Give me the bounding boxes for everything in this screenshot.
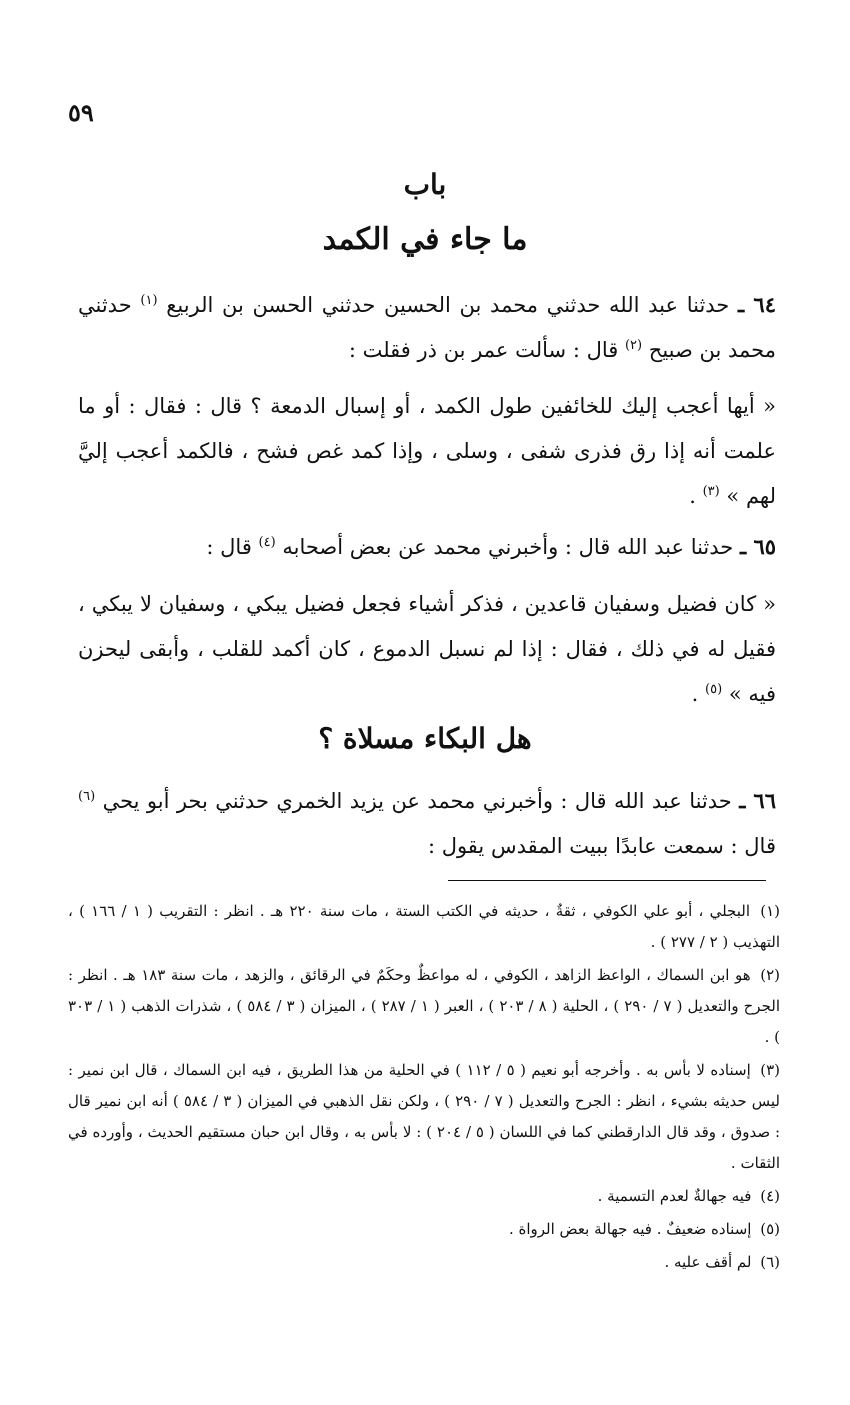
footnote-text: إسناده لا بأس به . وأخرجه أبو نعيم ( ٥ / ١١٢ ) في الحلية من هذا الطريق ، فيه ابن السماك ، قال ابن نمير : ليس حديثه بشيء ، انظر : الجرح والتعديل ( ٧ / ٢٩٠ ) ، ولكن نقل الذهبي في الميزان ( ٣ / ٥٨٤ ) أنه ابن نمير قال : صدوق ، وقد قال الدارقطني كما في اللسان ( ٥ / ٢٠٤ ) : لا بأس به ، وقال ابن حبان مستقيم الحديث ، وأورده في الثقات . — [68, 1061, 781, 1172]
footnote-number: (٣) — [760, 1061, 780, 1079]
footnote — [68, 1181, 780, 1212]
footnote-text: البجلي ، أبو علي الكوفي ، ثقةٌ ، حديثه في الكتب الستة ، مات سنة ٢٢٠ هـ . انظر : التقريب ( ١ / ١٦٦ ) ، التهذيب ( ٢ / ٢٧٧ ) . — [68, 902, 780, 951]
hadith-number: ٦٦ ـ — [739, 788, 776, 813]
sentence-end: . — [689, 484, 696, 508]
footnote-marker[interactable]: (١) — [140, 293, 158, 308]
footnote-number: (٢) — [760, 966, 780, 984]
section-heading: هل البكاء مسلاة ؟ — [318, 722, 532, 755]
footnote-number: (٦) — [760, 1253, 780, 1271]
chapter-title: ما جاء في الكمد — [322, 222, 528, 257]
footnote — [68, 896, 780, 958]
isnad-text: حدثنا عبد الله قال : وأخبرني محمد عن بعض أصحابه — [282, 535, 734, 559]
hadith-65-isnad — [78, 524, 776, 570]
footnote-text: هو ابن السماك ، الواعظ الزاهد ، الكوفي ، له مواعظٌ وحكَمٌ في الرقائق ، والزهد ، مات سنة ١٨٣ هـ . انظر : الجرح والتعديل ( ٧ / ٢٩٠ ) ، الحلية ( ٨ / ٢٠٣ ) ، العبر ( ١ / ٢٨٧ ) ، الميزان ( ٣ / ٥٨٤ ) ، شذرات الذهب ( ١ / ٣٠٣ ) . — [68, 966, 780, 1046]
matn-text: « أيها أعجب إليك للخائفين طول الكمد ، أو إسبال الدمعة ؟ قال : فقال : أو ما علمت أنه إذا رق فذرى شفى ، وسلى ، وإذا كمد غص فشح ، فالكمد أعجب إليَّ لهم » — [78, 394, 776, 508]
hadith-64-isnad — [78, 282, 776, 373]
footnote-text: إسناده ضعيفٌ . فيه جهالة بعض الرواة . — [508, 1220, 752, 1238]
footnote-marker[interactable]: (٤) — [258, 535, 276, 550]
page-number: ٥٩ — [68, 98, 94, 127]
footnote-divider — [448, 880, 766, 881]
footnote-marker[interactable]: (٦) — [78, 789, 96, 804]
isnad-text: قال : سألت عمر بن ذر فقلت : — [348, 338, 619, 362]
matn-text: « كان فضيل وسفيان قاعدين ، فذكر أشياء فجعل فضيل يبكي ، وسفيان لا يبكي ، فقيل له في ذلك ، فقال : إذا لم نسبل الدموع ، كان أكمد للقلب ، وأبقى ليحزن فيه » — [78, 592, 776, 706]
hadith-66-isnad — [78, 778, 776, 869]
isnad-text: حدثنا عبد الله قال : وأخبرني محمد عن يزيد الخمري حدثني بحر أبو يحي — [102, 789, 732, 813]
footnote-number: (٤) — [760, 1187, 780, 1205]
isnad-text: حدثنا عبد الله حدثني محمد بن الحسين حدثني الحسن بن الربيع — [166, 293, 730, 317]
sentence-end: . — [691, 682, 699, 706]
isnad-text: قال : سمعت عابدًا ببيت المقدس يقول : — [427, 834, 776, 858]
hadith-64-matn — [78, 384, 776, 519]
footnote-marker[interactable]: (٣) — [702, 484, 720, 499]
footnote-number: (١) — [760, 902, 780, 920]
isnad-text: حدثني محمد بن صبيح — [78, 293, 776, 362]
footnote — [68, 1055, 780, 1179]
hadith-number: ٦٥ ـ — [739, 534, 776, 559]
hadith-65-matn — [78, 582, 776, 717]
footnote-text: فيه جهالةٌ لعدم التسمية . — [597, 1187, 752, 1205]
footnote — [68, 1214, 780, 1245]
footnote-marker[interactable]: (٥) — [705, 682, 723, 697]
hadith-number: ٦٤ ـ — [737, 292, 776, 317]
footnote-marker[interactable]: (٢) — [624, 338, 643, 353]
chapter-label: باب — [403, 168, 447, 201]
footnote-text: لم أقف عليه . — [664, 1253, 752, 1271]
isnad-text: قال : — [206, 535, 252, 559]
footnotes-list — [68, 896, 780, 1280]
footnote-number: (٥) — [760, 1220, 780, 1238]
footnote — [68, 1247, 780, 1278]
footnote — [68, 960, 780, 1053]
